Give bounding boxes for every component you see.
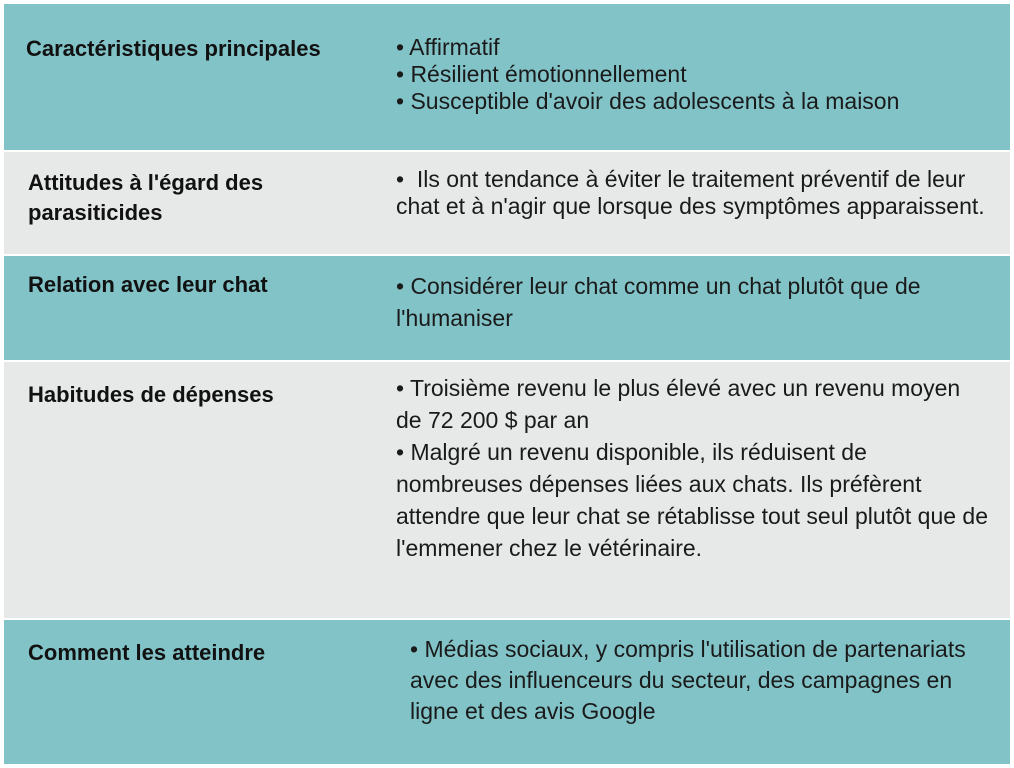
bullet-item: • Affirmatif (396, 34, 500, 60)
row-content (370, 256, 1010, 360)
row-label: Caractéristiques principales (26, 36, 321, 61)
bullet-item: • Malgré un revenu disponible, ils réduisent de nombreuses dépenses liées aux chats. Ils préfèrent attendre que leur chat se rétablisse tout seul plutôt que de l'emmener chez le vétérinaire. (396, 439, 995, 561)
bullet-item: • Ils ont tendance à éviter le traitement préventif de leur chat et à n'agir que lorsque des symptômes apparaissent. (396, 166, 985, 219)
persona-table (4, 4, 1010, 764)
bullet-item: • Susceptible d'avoir des adolescents à la maison (396, 88, 900, 114)
row-label: Attitudes à l'égard des parasiticides (28, 170, 264, 225)
bullet-item: • Résilient émotionnellement (396, 61, 687, 87)
row-atteindre (4, 620, 1010, 764)
row-label: Relation avec leur chat (28, 272, 268, 297)
bullet-item: • Troisième revenu le plus élevé avec un revenu moyen de 72 200 $ par an (396, 375, 967, 433)
bullet-item: • Considérer leur chat comme un chat plutôt que de l'humaniser (396, 273, 927, 331)
row-attitudes (4, 152, 1010, 256)
row-habitudes (4, 362, 1010, 620)
row-content (370, 152, 1010, 254)
row-content (370, 4, 1010, 150)
row-content (370, 362, 1010, 618)
row-caracteristiques (4, 4, 1010, 152)
bullet-item: • Médias sociaux, y compris l'utilisation de partenariats avec des influenceurs du secteur, des campagnes en ligne et des avis Google (410, 636, 973, 724)
row-relation (4, 256, 1010, 362)
row-content (370, 620, 1010, 764)
row-label: Comment les atteindre (28, 640, 266, 665)
row-label: Habitudes de dépenses (28, 382, 274, 407)
